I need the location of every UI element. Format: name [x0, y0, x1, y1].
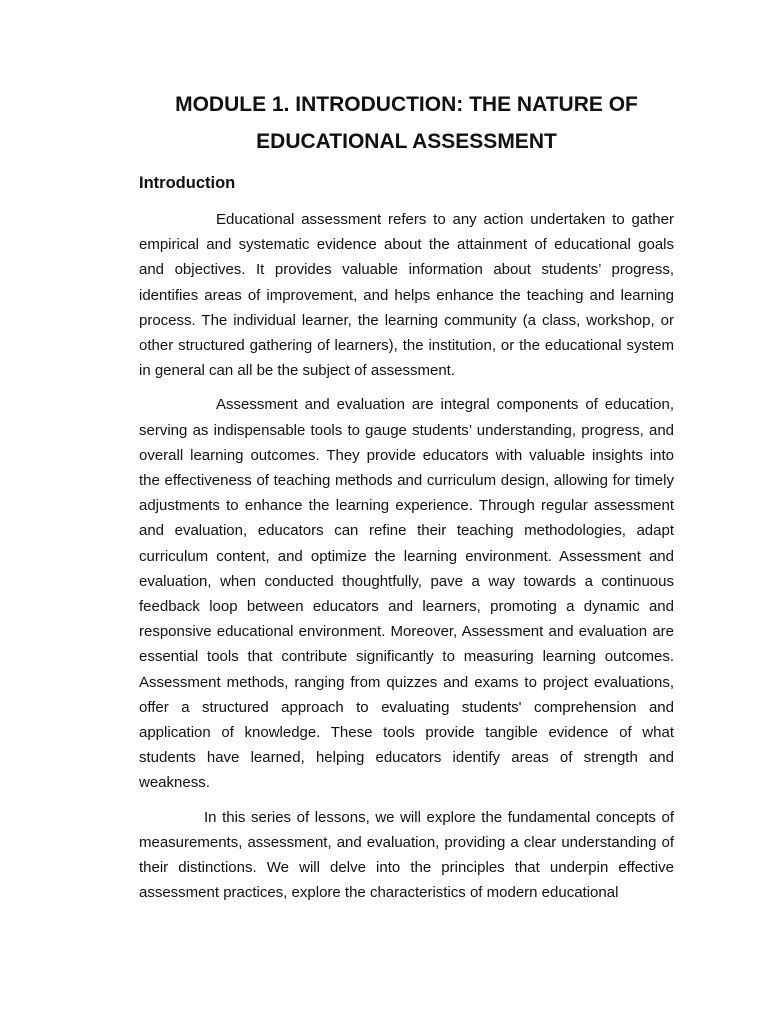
paragraph-1: Educational assessment refers to any action undertaken to gather empirical and systematic evidence about the attainment of educational goals and objectives. It provides valuable information about students’ progress, identifies areas of improvement, and helps enhance the teaching and learning process. The individual learner, the learning community (a class, workshop, or other structured gathering of learners), the institution, or the educational system in general can all be the subject of assessment.	[139, 211, 674, 380]
paragraph-2: Assessment and evaluation are integral components of education, serving as indispensable tools to gauge students’ understanding, progress, and overall learning outcomes. They provide educators with valuable insights into the effectiveness of teaching methods and curriculum design, allowing for timely adjustments to enhance the learning experience. Through regular assessment and evaluation, educators can refine their teaching methodologies, adapt curriculum content, and optimize the learning environment. Assessment and evaluation, when conducted thoughtfully, pave a way towards a continuous feedback loop between educators and learners, promoting a dynamic and responsive educational environment. Moreover, Assessment and evaluation are essential tools that contribute significantly to measuring learning outcomes. Assessment methods, ranging from quizzes and exams to project evaluations, offer a structured approach to evaluating students' comprehension and application of knowledge. These tools provide tangible evidence of what students have learned, helping educators identify areas of strength and weakness.	[139, 396, 674, 792]
body-text	[139, 207, 674, 914]
module-title-line-1: MODULE 1. INTRODUCTION: THE NATURE OF	[175, 93, 638, 116]
paragraph-3: In this series of lessons, we will explore the fundamental concepts of measurements, assessment, and evaluation, providing a clear understanding of their distinctions. We will delve into the principles that underpin effective assessment practices, explore the characteristics of modern educational	[139, 808, 674, 902]
module-title-line-2: EDUCATIONAL ASSESSMENT	[256, 130, 557, 153]
section-heading-introduction: Introduction	[139, 174, 236, 192]
module-title	[139, 86, 674, 160]
